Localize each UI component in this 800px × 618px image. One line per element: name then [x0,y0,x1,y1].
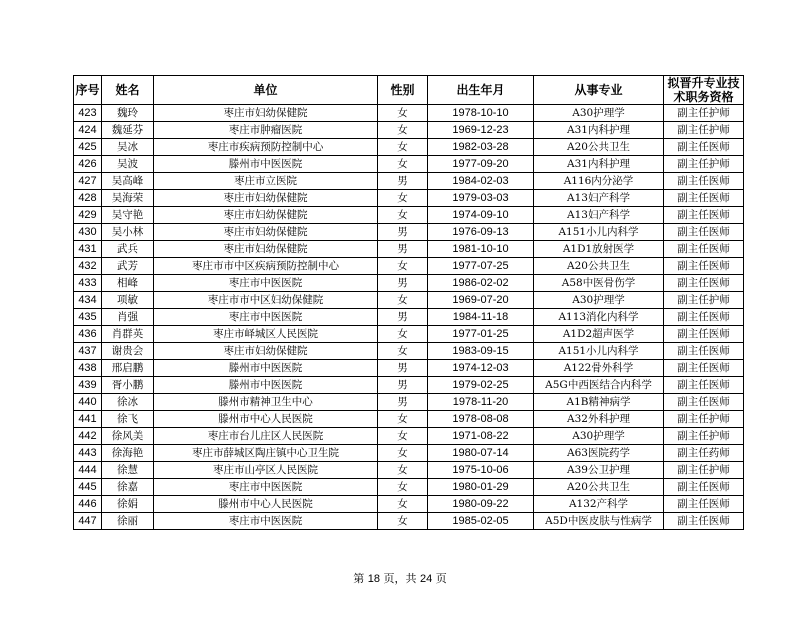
cell-specialty: A20公共卫生 [534,139,664,156]
header-name: 姓名 [102,76,154,105]
table-row [74,105,744,122]
cell-serial: 443 [74,445,102,462]
cell-unit: 枣庄市中医医院 [154,309,378,326]
cell-serial: 431 [74,241,102,258]
cell-title: 副主任医师 [664,258,744,275]
cell-birth: 1986-02-02 [428,275,534,292]
cell-name: 武兵 [102,241,154,258]
table-row [74,360,744,377]
cell-name: 徐娟 [102,496,154,513]
cell-name: 吴小林 [102,224,154,241]
cell-gender: 女 [378,462,428,479]
cell-gender: 男 [378,309,428,326]
cell-name: 谢贵会 [102,343,154,360]
cell-gender: 女 [378,428,428,445]
cell-serial: 423 [74,105,102,122]
cell-gender: 女 [378,139,428,156]
cell-title: 副主任医师 [664,513,744,530]
footer-prefix: 第 [353,572,365,585]
cell-specialty: A32外科护理 [534,411,664,428]
cell-birth: 1978-11-20 [428,394,534,411]
cell-specialty: A151小儿内科学 [534,224,664,241]
cell-name: 胥小鹏 [102,377,154,394]
header-title-qualification: 拟晋升专业技术职务资格 [664,76,744,105]
cell-specialty: A113消化内科学 [534,309,664,326]
cell-unit: 枣庄市中医医院 [154,275,378,292]
table-row [74,428,744,445]
header-serial: 序号 [74,76,102,105]
cell-serial: 444 [74,462,102,479]
cell-title: 副主任护师 [664,462,744,479]
cell-serial: 430 [74,224,102,241]
cell-title: 副主任医师 [664,394,744,411]
cell-title: 副主任护师 [664,428,744,445]
cell-name: 徐风美 [102,428,154,445]
cell-unit: 滕州市中心人民医院 [154,496,378,513]
cell-title: 副主任医师 [664,309,744,326]
header-gender: 性别 [378,76,428,105]
cell-name: 吴高峰 [102,173,154,190]
cell-birth: 1980-09-22 [428,496,534,513]
cell-unit: 枣庄市市中区疾病预防控制中心 [154,258,378,275]
cell-specialty: A30护理学 [534,105,664,122]
cell-unit: 滕州市中医医院 [154,156,378,173]
table-row [74,139,744,156]
cell-birth: 1983-09-15 [428,343,534,360]
cell-unit: 枣庄市妇幼保健院 [154,190,378,207]
cell-specialty: A1D2超声医学 [534,326,664,343]
cell-birth: 1985-02-05 [428,513,534,530]
cell-unit: 枣庄市峄城区人民医院 [154,326,378,343]
cell-name: 徐嘉 [102,479,154,496]
cell-specialty: A58中医骨伤学 [534,275,664,292]
cell-gender: 女 [378,156,428,173]
cell-gender: 女 [378,479,428,496]
cell-gender: 女 [378,258,428,275]
cell-name: 吴海荣 [102,190,154,207]
cell-title: 副主任医师 [664,224,744,241]
cell-title: 副主任药师 [664,445,744,462]
cell-name: 肖强 [102,309,154,326]
cell-serial: 434 [74,292,102,309]
cell-title: 副主任医师 [664,275,744,292]
cell-serial: 442 [74,428,102,445]
cell-gender: 女 [378,190,428,207]
cell-gender: 男 [378,275,428,292]
cell-gender: 男 [378,241,428,258]
cell-unit: 枣庄市中医医院 [154,479,378,496]
cell-specialty: A30护理学 [534,428,664,445]
cell-birth: 1979-02-25 [428,377,534,394]
cell-birth: 1969-12-23 [428,122,534,139]
cell-birth: 1978-10-10 [428,105,534,122]
cell-gender: 女 [378,445,428,462]
cell-unit: 枣庄市中医医院 [154,513,378,530]
cell-name: 吴波 [102,156,154,173]
cell-gender: 男 [378,377,428,394]
cell-birth: 1969-07-20 [428,292,534,309]
table-row [74,156,744,173]
cell-birth: 1974-09-10 [428,207,534,224]
cell-gender: 男 [378,394,428,411]
cell-title: 副主任医师 [664,139,744,156]
cell-specialty: A5G中西医结合内科学 [534,377,664,394]
page-footer [0,570,800,586]
cell-gender: 女 [378,326,428,343]
header-unit: 单位 [154,76,378,105]
header-specialty: 从事专业 [534,76,664,105]
table-row [74,394,744,411]
cell-birth: 1982-03-28 [428,139,534,156]
cell-gender: 女 [378,411,428,428]
cell-birth: 1978-08-08 [428,411,534,428]
cell-serial: 429 [74,207,102,224]
cell-gender: 男 [378,173,428,190]
cell-specialty: A13妇产科学 [534,207,664,224]
cell-name: 魏延芬 [102,122,154,139]
cell-specialty: A31内科护理 [534,122,664,139]
cell-unit: 枣庄市妇幼保健院 [154,343,378,360]
cell-unit: 滕州市中心人民医院 [154,411,378,428]
cell-title: 副主任护师 [664,292,744,309]
cell-serial: 445 [74,479,102,496]
cell-gender: 女 [378,496,428,513]
table-row [74,343,744,360]
cell-name: 魏玲 [102,105,154,122]
cell-title: 副主任医师 [664,479,744,496]
cell-name: 武芳 [102,258,154,275]
cell-name: 相峰 [102,275,154,292]
cell-serial: 446 [74,496,102,513]
table-row [74,326,744,343]
cell-birth: 1971-08-22 [428,428,534,445]
cell-name: 吴守艳 [102,207,154,224]
cell-unit: 枣庄市妇幼保健院 [154,105,378,122]
cell-gender: 女 [378,513,428,530]
cell-title: 副主任医师 [664,190,744,207]
table-header-row [74,76,744,105]
cell-specialty: A20公共卫生 [534,479,664,496]
table-row [74,241,744,258]
cell-specialty: A1B精神病学 [534,394,664,411]
cell-serial: 447 [74,513,102,530]
cell-specialty: A122骨外科学 [534,360,664,377]
table-body [74,105,744,530]
cell-unit: 滕州市精神卫生中心 [154,394,378,411]
cell-gender: 女 [378,292,428,309]
cell-birth: 1984-11-18 [428,309,534,326]
header-birth: 出生年月 [428,76,534,105]
cell-specialty: A31内科护理 [534,156,664,173]
table-row [74,445,744,462]
cell-gender: 女 [378,122,428,139]
cell-birth: 1977-07-25 [428,258,534,275]
cell-specialty: A13妇产科学 [534,190,664,207]
cell-serial: 437 [74,343,102,360]
cell-title: 副主任护师 [664,105,744,122]
cell-serial: 432 [74,258,102,275]
cell-name: 徐丽 [102,513,154,530]
cell-name: 项敏 [102,292,154,309]
cell-serial: 440 [74,394,102,411]
cell-unit: 枣庄市台儿庄区人民医院 [154,428,378,445]
cell-title: 副主任护师 [664,122,744,139]
cell-serial: 436 [74,326,102,343]
cell-name: 徐海艳 [102,445,154,462]
cell-title: 副主任医师 [664,207,744,224]
cell-birth: 1984-02-03 [428,173,534,190]
cell-unit: 枣庄市山亭区人民医院 [154,462,378,479]
table-row [74,224,744,241]
cell-specialty: A5D中医皮肤与性病学 [534,513,664,530]
cell-serial: 441 [74,411,102,428]
footer-suffix: 页 [435,572,447,585]
cell-name: 邢启鹏 [102,360,154,377]
cell-title: 副主任医师 [664,241,744,258]
cell-serial: 428 [74,190,102,207]
cell-name: 肖群英 [102,326,154,343]
cell-title: 副主任医师 [664,173,744,190]
cell-title: 副主任医师 [664,496,744,513]
table-row [74,377,744,394]
cell-name: 吴冰 [102,139,154,156]
cell-unit: 枣庄市妇幼保健院 [154,224,378,241]
table-row [74,411,744,428]
cell-specialty: A63医院药学 [534,445,664,462]
cell-unit: 枣庄市妇幼保健院 [154,241,378,258]
cell-gender: 女 [378,207,428,224]
cell-serial: 438 [74,360,102,377]
cell-specialty: A39公卫护理 [534,462,664,479]
personnel-table-container [73,75,744,530]
table-row [74,292,744,309]
cell-name: 徐冰 [102,394,154,411]
cell-specialty: A132产科学 [534,496,664,513]
table-row [74,462,744,479]
cell-birth: 1977-01-25 [428,326,534,343]
cell-birth: 1979-03-03 [428,190,534,207]
cell-serial: 433 [74,275,102,292]
cell-serial: 435 [74,309,102,326]
table-row [74,275,744,292]
cell-title: 副主任医师 [664,360,744,377]
cell-gender: 男 [378,224,428,241]
cell-birth: 1974-12-03 [428,360,534,377]
cell-birth: 1977-09-20 [428,156,534,173]
cell-birth: 1975-10-06 [428,462,534,479]
cell-birth: 1976-09-13 [428,224,534,241]
table-row [74,513,744,530]
cell-specialty: A1D1放射医学 [534,241,664,258]
cell-title: 副主任医师 [664,343,744,360]
cell-title: 副主任护师 [664,411,744,428]
footer-total-pages: 24 [420,573,433,585]
footer-middle: 页，共 [383,572,417,585]
table-row [74,173,744,190]
cell-specialty: A116内分泌学 [534,173,664,190]
table-row [74,190,744,207]
footer-page-number: 18 [367,573,380,585]
cell-serial: 427 [74,173,102,190]
table-row [74,309,744,326]
table-row [74,122,744,139]
cell-unit: 枣庄市薛城区陶庄镇中心卫生院 [154,445,378,462]
cell-serial: 424 [74,122,102,139]
cell-birth: 1980-07-14 [428,445,534,462]
cell-specialty: A151小儿内科学 [534,343,664,360]
cell-name: 徐慧 [102,462,154,479]
cell-unit: 枣庄市妇幼保健院 [154,207,378,224]
table-row [74,496,744,513]
cell-birth: 1980-01-29 [428,479,534,496]
cell-gender: 男 [378,360,428,377]
personnel-table [73,75,744,530]
cell-serial: 439 [74,377,102,394]
cell-title: 副主任医师 [664,377,744,394]
cell-title: 副主任护师 [664,156,744,173]
cell-serial: 426 [74,156,102,173]
cell-specialty: A30护理学 [534,292,664,309]
table-row [74,258,744,275]
cell-unit: 滕州市中医医院 [154,360,378,377]
cell-unit: 枣庄市疾病预防控制中心 [154,139,378,156]
cell-gender: 女 [378,343,428,360]
cell-unit: 滕州市中医医院 [154,377,378,394]
cell-gender: 女 [378,105,428,122]
cell-title: 副主任医师 [664,326,744,343]
cell-serial: 425 [74,139,102,156]
cell-unit: 枣庄市立医院 [154,173,378,190]
cell-name: 徐飞 [102,411,154,428]
cell-specialty: A20公共卫生 [534,258,664,275]
cell-unit: 枣庄市市中区妇幼保健院 [154,292,378,309]
table-row [74,207,744,224]
cell-unit: 枣庄市肿瘤医院 [154,122,378,139]
cell-birth: 1981-10-10 [428,241,534,258]
table-row [74,479,744,496]
